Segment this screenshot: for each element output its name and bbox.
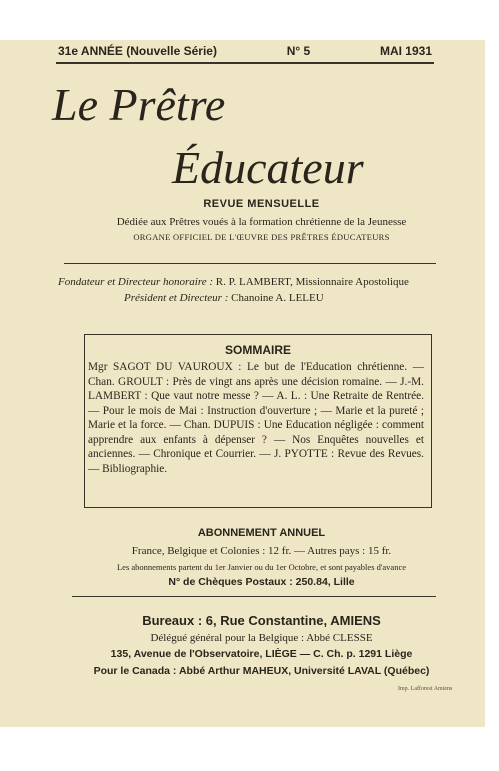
issue-year: 31e ANNÉE (Nouvelle Série) — [58, 44, 217, 58]
header-rule — [56, 62, 434, 64]
subscription-title: ABONNEMENT ANNUEL — [197, 527, 326, 539]
subscription-prices: France, Belgique et Colonies : 12 fr. — Autres pays : 15 fr. — [131, 545, 392, 557]
office-address: Bureaux : 6, Rue Constantine, AMIENS — [142, 613, 381, 628]
lower-rule — [72, 596, 436, 597]
president-value: Chanoine A. LELEU — [231, 292, 324, 304]
printer-mark: Imp. Lafforest Amiens — [398, 686, 453, 692]
founder-value: R. P. LAMBERT, Missionnaire Apostolique — [215, 276, 409, 288]
subscription-terms: Les abonnements partent du 1er Janvier ou du 1er Octobre, et sont payables d'avance — [116, 562, 406, 572]
founder-line — [58, 276, 409, 288]
issue-number: N° 5 — [286, 44, 311, 58]
issue-header — [58, 44, 432, 58]
belgium-delegate: Délégué général pour la Belgique : Abbé CLESSE — [150, 632, 373, 644]
middle-rule — [64, 263, 436, 264]
postal-cheques: N° de Chèques Postaux : 250.84, Lille — [168, 576, 355, 588]
sommaire-title: SOMMAIRE — [225, 343, 291, 357]
issue-date: MAI 1931 — [379, 44, 432, 58]
official-organ: ORGANE OFFICIEL DE L'ŒUVRE DES PRÊTRES ÉDUCATEURS — [133, 232, 390, 242]
president-label: Président et Directeur : — [124, 292, 229, 304]
subtitle: REVUE MENSUELLE — [203, 198, 320, 210]
belgium-address: 135, Avenue de l'Observatoire, LIÈGE — C. Ch. p. 1291 Liège — [110, 648, 413, 660]
scan-margin-top — [0, 0, 499, 40]
sommaire-text: Mgr SAGOT DU VAUROUX : Le but de l'Education chrétienne. — Chan. GROULT : Près de vingt ans après une décision romaine. — J.-M. LAMBERT : Que vaut notre messe ? — A. L. : Une Retraite de Rentrée. — Pour le mois de Mai : Instruction d'ouverture ; — Marie et la pureté ; Marie et la force. — Chan. DUPUIS : Une Education négligée : comment apprendre aux enfants à dépenser ? — Nos Enquêtes nouvelles et anciennes. — Chronique et Courrier. — J. PYOTTE : Revue des Revues. — Bibliographie. — [88, 361, 424, 475]
canada-delegate: Pour le Canada : Abbé Arthur MAHEUX, Université LAVAL (Québec) — [93, 665, 430, 677]
founder-label: Fondateur et Directeur honoraire : — [58, 276, 213, 288]
dedication: Dédiée aux Prêtres voués à la formation chrétienne de la Jeunesse — [116, 216, 407, 228]
title-line-2: Éducateur — [172, 142, 364, 193]
president-line — [124, 292, 324, 304]
scan-margin-bottom — [0, 727, 499, 771]
title-line-1: Le Prêtre — [52, 79, 226, 130]
